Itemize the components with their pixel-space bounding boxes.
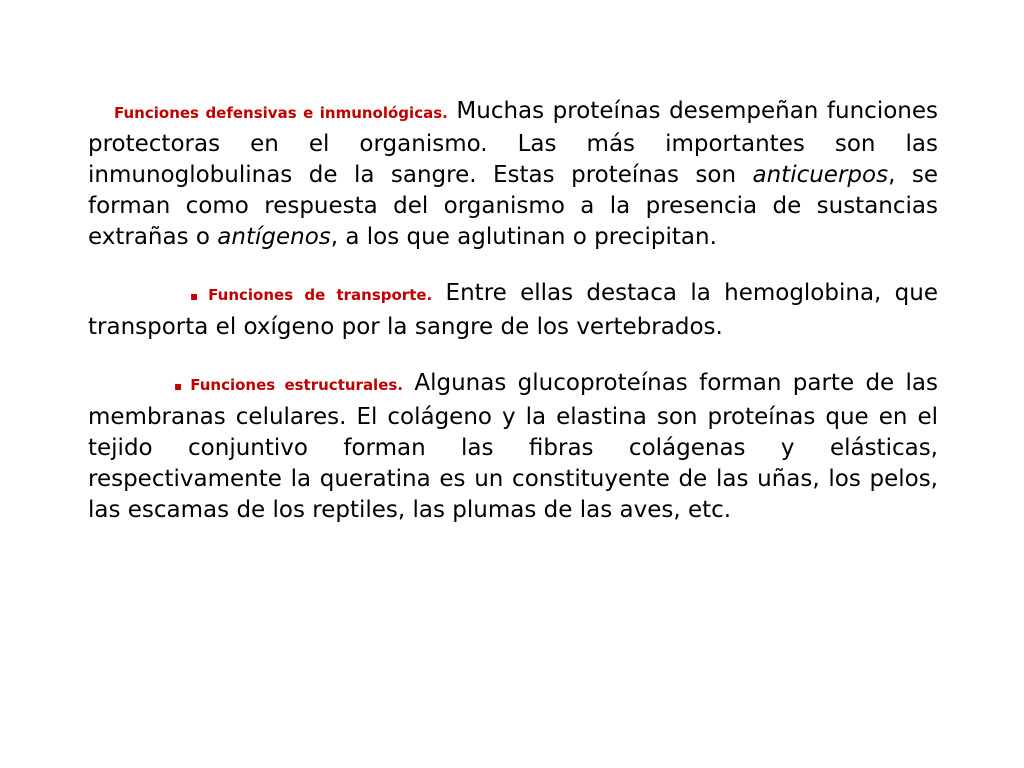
italic-term-anticuerpos: anticuerpos	[752, 162, 889, 188]
heading-structural-functions: Funciones estructurales.	[190, 376, 404, 394]
heading-transport-functions: Funciones de transporte.	[208, 286, 433, 304]
body-text: , a los que aglutinan o precipitan.	[330, 224, 717, 250]
italic-term-antigenos: antígenos	[217, 224, 331, 250]
slide-content	[88, 96, 938, 526]
bullet-icon: ▪	[184, 289, 205, 303]
paragraph-defensive-functions	[88, 96, 938, 253]
body-text: , se forman como respuesta del organismo a la presencia de sustancias extrañas o	[88, 162, 938, 250]
body-text: Algunas glucoproteínas forman parte de las membranas celulares. El colágeno y la elastina son proteínas que en el tejido conjuntivo forman las fibras colágenas y elásticas, respectivamente la queratina es un constituyente de las uñas, los pelos, las escamas de los reptiles, las plumas de las aves, etc.	[88, 370, 939, 523]
heading-defensive-functions: Funciones defensivas e inmunológicas.	[114, 104, 448, 122]
paragraph-structural-functions	[88, 368, 938, 526]
body-text: Entre ellas destaca la hemoglobina, que transporta el oxígeno por la sangre de los vertebrados.	[88, 280, 938, 340]
paragraph-transport-functions	[88, 278, 938, 343]
bullet-icon: ▪	[170, 379, 187, 393]
body-text: Muchas proteínas desempeñan funciones protectoras en el organismo. Las más importantes son las inmunoglobulinas de la sangre. Estas proteínas son	[88, 98, 938, 188]
